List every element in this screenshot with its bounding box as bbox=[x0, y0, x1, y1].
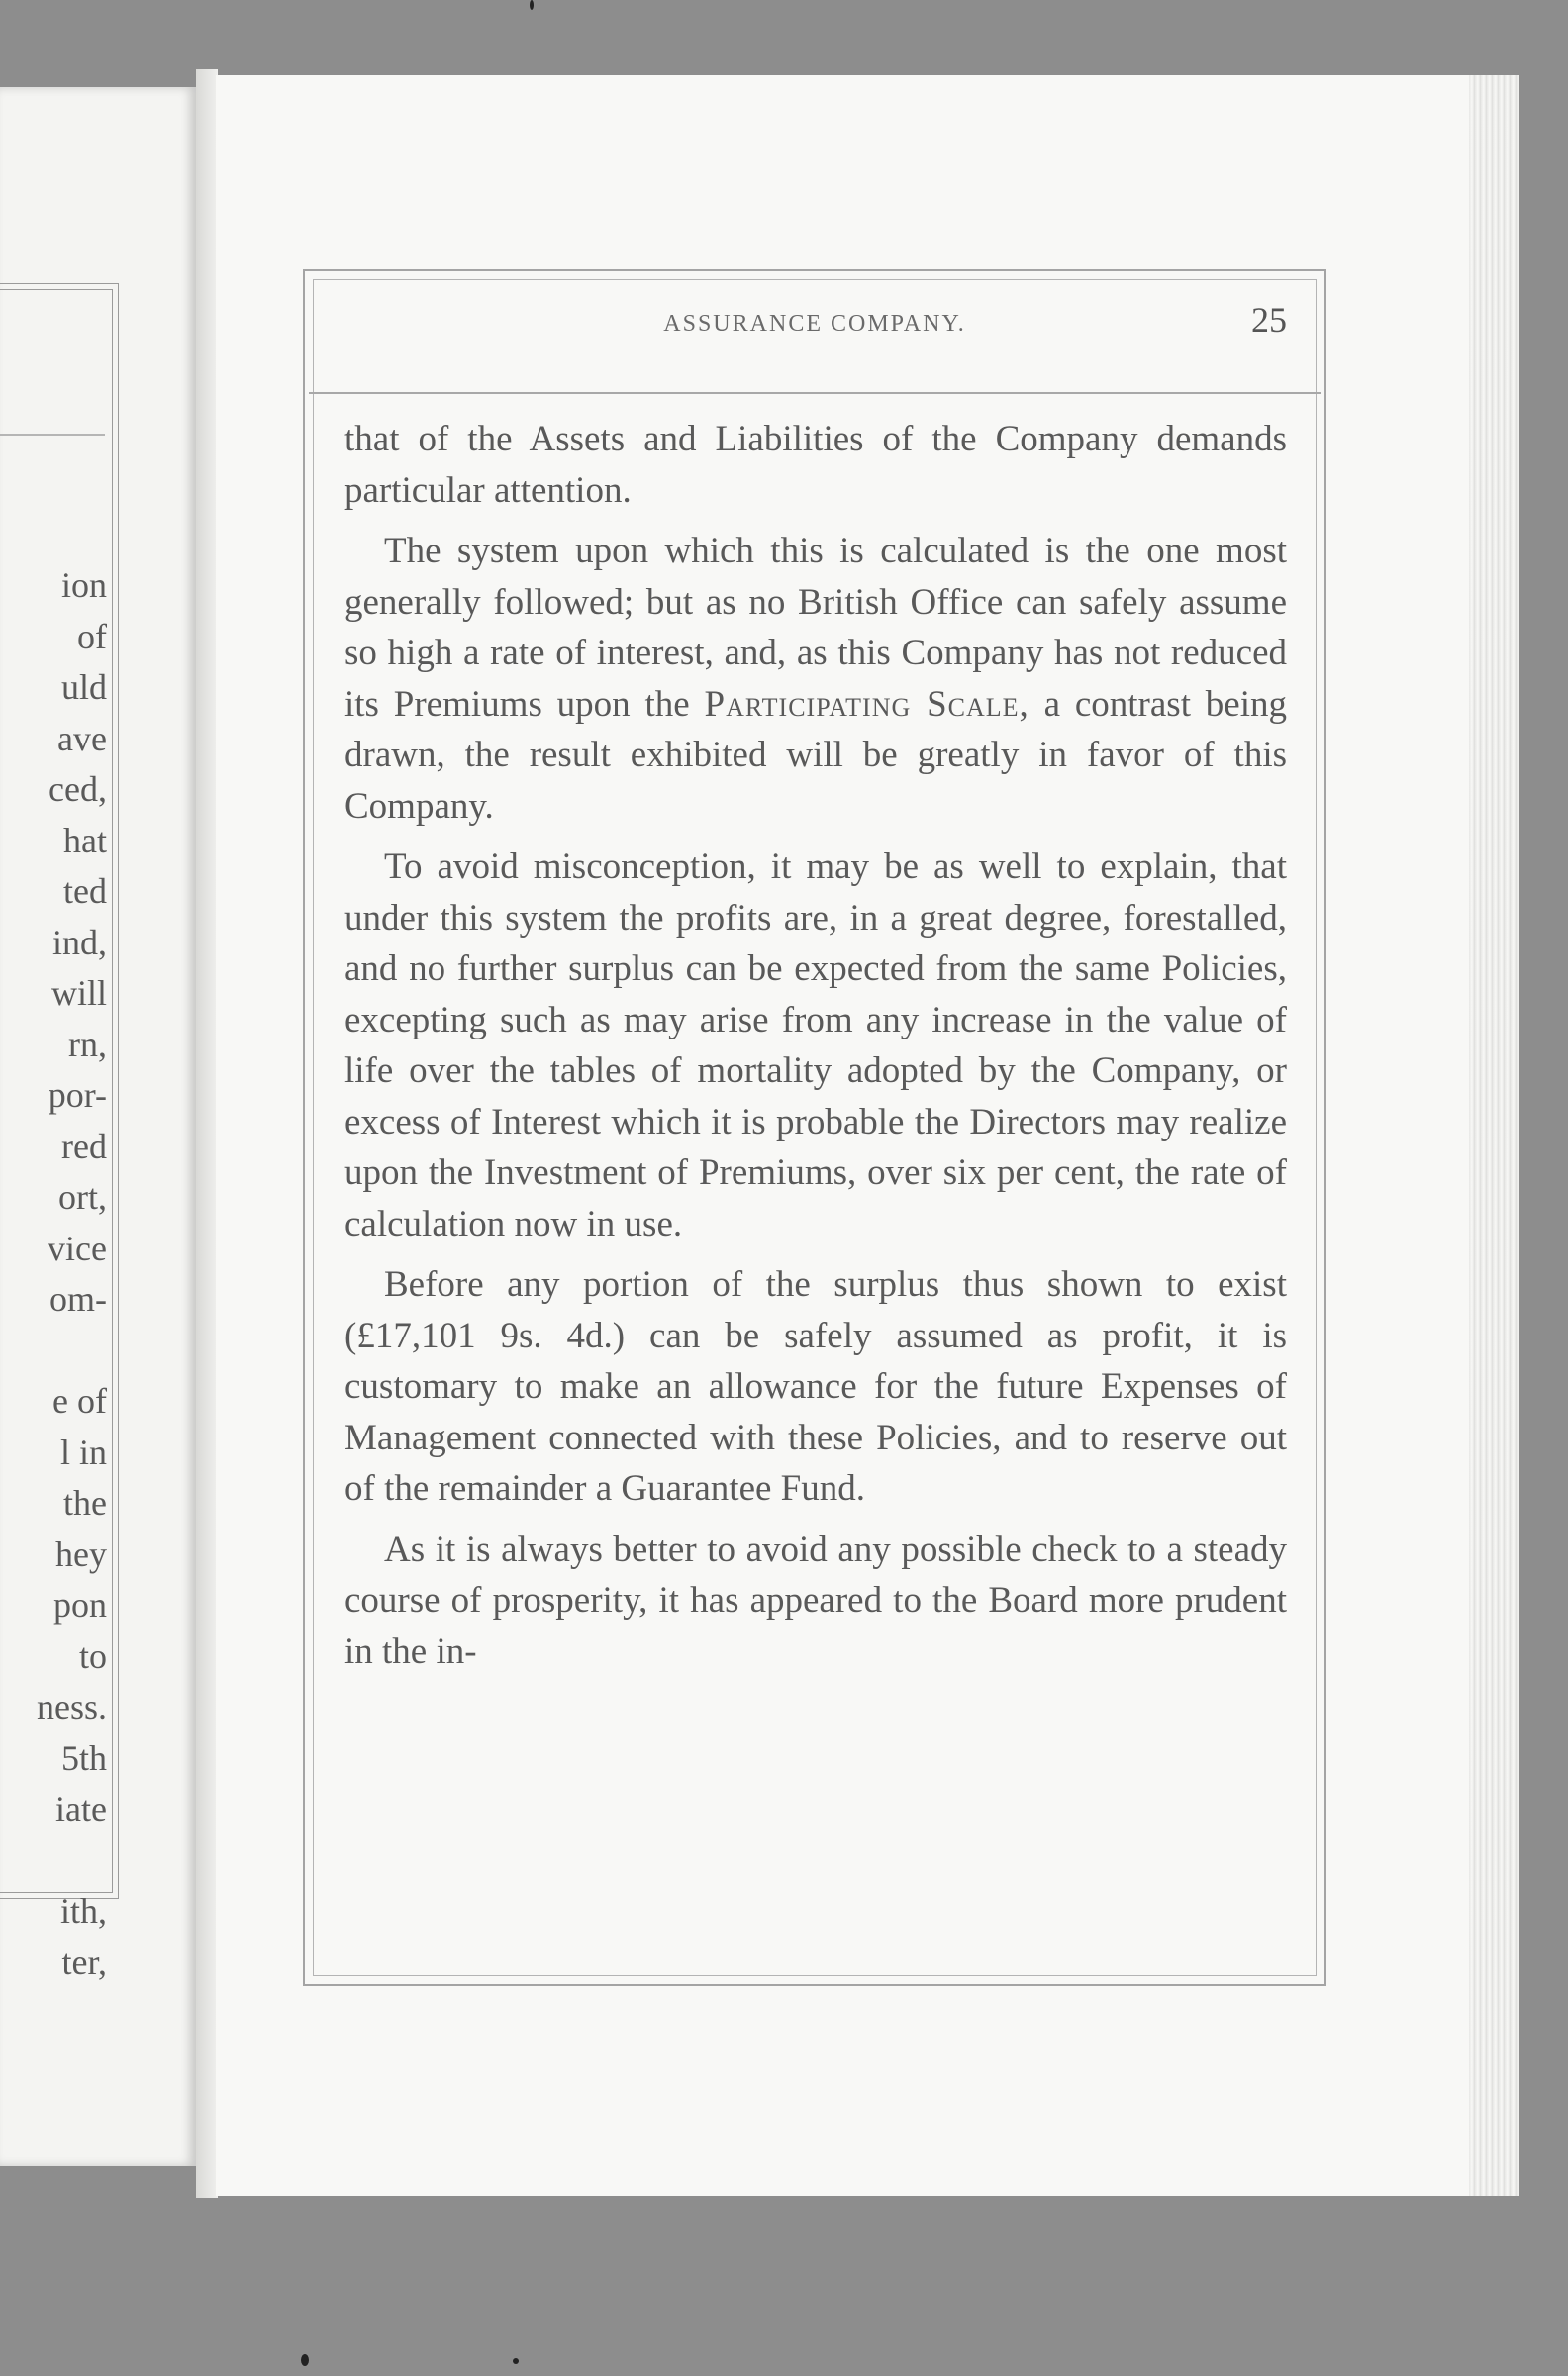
fragment-line: ted bbox=[63, 871, 107, 911]
fragment-line: l in bbox=[59, 1432, 107, 1472]
paragraph: Before any portion of the surplus thus shown to exist (£17,101 9s. 4d.) can be safely assumed as profit, it is customary to make an allowance for the future Expenses of Management connected with these Policies, and to reserve out of the remainder a Guarantee Fund. bbox=[344, 1264, 1287, 1509]
book-page bbox=[216, 75, 1519, 2196]
paragraph: To avoid misconception, it may be as well to explain, that under this system the profits are, in a great degree, forestalled, and no further surplus can be expected from the same Policies, excepting such as may arise from any increase in the value of life over the tables of mortality adopted by the Company, or excess of Interest which it is probable the Directors may realize upon the Investment of Premiums, over six per cent, the rate of calculation now in use. bbox=[344, 846, 1287, 1244]
small-caps-term: Participating Scale, bbox=[704, 683, 1029, 725]
facing-page-left bbox=[0, 87, 196, 2166]
paragraph-text: The system upon which this is calculated is the one most generally followed; but as no British Office can safely assume so high a rate of interest, and, as this Company has not reduced its Premiums upon the bbox=[344, 531, 1287, 725]
fragment-line: ort, bbox=[58, 1177, 107, 1217]
fragment-gap bbox=[37, 1835, 107, 1887]
fragment-line: ith, bbox=[59, 1891, 107, 1930]
fragment-line: to bbox=[78, 1635, 107, 1676]
header-rule bbox=[309, 392, 1321, 394]
fragment-line: uld bbox=[60, 667, 107, 707]
running-head: ASSURANCE COMPANY. bbox=[663, 311, 966, 337]
fragment-line: ind, bbox=[51, 922, 107, 962]
page-edge-stack bbox=[1469, 75, 1519, 2196]
fragment-line: por- bbox=[48, 1075, 107, 1115]
fragment-line: om- bbox=[49, 1279, 107, 1319]
fragment-line: ced, bbox=[49, 769, 107, 809]
page-header bbox=[305, 301, 1324, 360]
page-number: 25 bbox=[1251, 300, 1287, 340]
scan-speck bbox=[301, 2354, 309, 2366]
paragraph: As it is always better to avoid any possible check to a steady course of prosperity, it has appeared to the Board more prudent in the in- bbox=[344, 1529, 1287, 1672]
fragment-line: e of bbox=[52, 1381, 107, 1421]
book-gutter bbox=[196, 69, 218, 2198]
fragment-line: pon bbox=[53, 1585, 107, 1625]
facing-page-text-fragments bbox=[37, 560, 107, 1988]
paragraph: that of the Assets and Liabilities of the Company demands particular attention. bbox=[344, 419, 1287, 511]
scan-speck bbox=[530, 0, 534, 10]
facing-page-header-rule bbox=[0, 434, 105, 436]
body-text bbox=[344, 414, 1287, 1687]
fragment-line: rn, bbox=[68, 1024, 107, 1064]
fragment-line: hey bbox=[55, 1534, 107, 1574]
fragment-line: iate bbox=[55, 1789, 107, 1829]
paragraph-text: a contrast being drawn, the result exhibited will be greatly in favor of this Company. bbox=[344, 683, 1287, 827]
fragment-line: ter, bbox=[61, 1941, 107, 1982]
fragment-line: hat bbox=[63, 820, 107, 860]
fragment-line: ness. bbox=[37, 1687, 107, 1727]
fragment-gap bbox=[37, 1326, 107, 1377]
scan-speck bbox=[513, 2358, 519, 2364]
paragraph bbox=[344, 526, 1287, 832]
fragment-line: will bbox=[50, 973, 107, 1013]
fragment-line: of bbox=[77, 616, 107, 656]
fragment-line: ion bbox=[60, 565, 107, 605]
fragment-line: the bbox=[63, 1483, 107, 1523]
fragment-line: 5th bbox=[60, 1737, 107, 1778]
fragment-line: red bbox=[61, 1126, 107, 1166]
page-border-frame bbox=[303, 269, 1326, 1986]
fragment-line: vice bbox=[48, 1228, 107, 1268]
fragment-line: ave bbox=[57, 718, 107, 758]
